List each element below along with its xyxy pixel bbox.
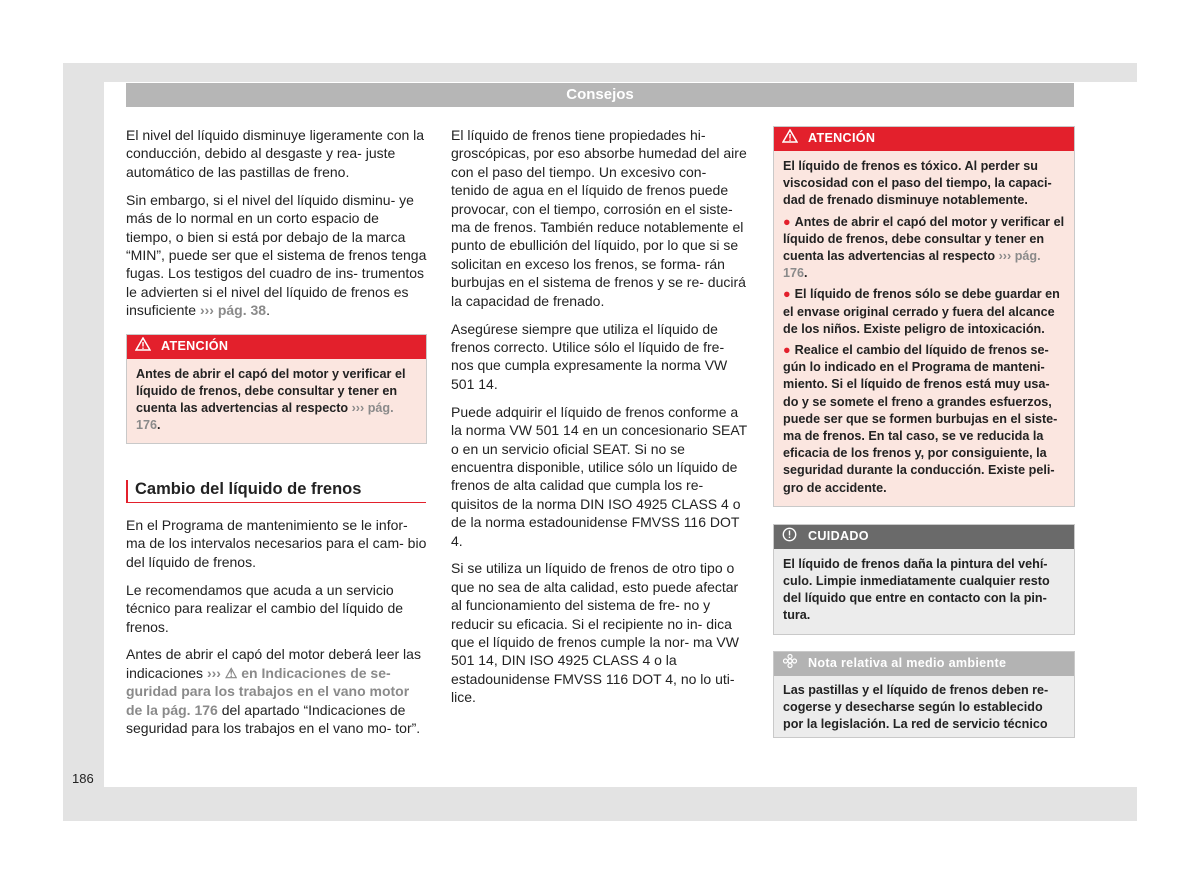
heading-accent-bar bbox=[126, 480, 128, 502]
warning-bullet: ● Realice el cambio del líquido de frenos se- gún lo indicado en el Programa de manteni- miento. Si el líquido de frenos está muy usa- do y se somete el freno a grandes esfuerzos, puede ser que se formen burbujas en el siste- ma de frenos. En tal caso, se ve reducida la eficacia de los frenos y, por consiguiente, la seguridad durante la conducción. Existe peli- gro de accidente. bbox=[783, 343, 1058, 495]
environment-note-header bbox=[774, 652, 1074, 676]
page-reference-link[interactable]: ››› ⚠ en Indicaciones de se- guridad para los trabajos en el vano motor de la pág. 176 bbox=[126, 664, 410, 718]
column-left-lower bbox=[126, 516, 427, 747]
column-middle bbox=[451, 126, 747, 716]
page-number: 186 bbox=[72, 771, 94, 786]
warning-body: Antes de abrir el capó del motor y verificar el líquido de frenos, debe consultar y tener en cuenta las advertencias al respecto ››› pág. 176. bbox=[127, 359, 426, 444]
warning-header bbox=[774, 127, 1074, 151]
warning-triangle-icon bbox=[135, 337, 153, 356]
warning-triangle-icon bbox=[782, 129, 800, 148]
caution-circle-icon bbox=[782, 527, 800, 547]
paragraph: Puede adquirir el líquido de frenos conforme a la norma VW 501 14 en un concesionario SEAT o en un servicio oficial SEAT. Si no se encuentra disponible, utilice sólo un líquido de frenos de alta calidad que cumpla los re- quisitos de la norma DIN ISO 4925 CLASS 4 o de la norma estadounidense FMVSS 116 DOT 4. bbox=[451, 403, 747, 549]
warning-header bbox=[127, 335, 426, 359]
page-reference-link[interactable]: ››› pág. 176 bbox=[783, 249, 1041, 281]
caution-header bbox=[774, 525, 1074, 549]
warning-box bbox=[126, 334, 427, 445]
warning-title: ATENCIÓN bbox=[161, 338, 229, 353]
bullet-icon: ● bbox=[783, 343, 791, 358]
caution-body: El líquido de frenos daña la pintura del vehí- culo. Limpie inmediatamente cualquier resto del líquido que entre en contacto con la pin- tura. bbox=[774, 549, 1074, 634]
paragraph: El nivel del líquido disminuye ligeramente con la conducción, debido al desgaste y rea- juste automático de las pastillas de freno. bbox=[126, 127, 425, 180]
warning-bullet: ● Antes de abrir el capó del motor y verificar el líquido de frenos, debe consultar y tener en cuenta las advertencias al respecto ››› pág. 176. bbox=[783, 214, 1065, 281]
paragraph: Antes de abrir el capó del motor deberá leer las indicaciones ››› ⚠ en Indicaciones de se- guridad para los trabajos en el vano motor de la pág. 176 del apartado “Indicaciones de seguridad para los trabajos en el vano mo- tor”. bbox=[126, 646, 421, 737]
flower-icon bbox=[782, 653, 800, 674]
warning-body bbox=[774, 151, 1074, 506]
paragraph: Si se utiliza un líquido de frenos de otro tipo o que no sea de alta calidad, esto puede afectar al funcionamiento del sistema de fre- no y reducir su eficacia. Si el recipiente no in- dica que el líquido de frenos cumple la nor- ma VW 501 14, DIN ISO 4925 CLASS 4 o la estadounidense FMVSS 116 DOT 4, no lo uti- lice. bbox=[451, 560, 739, 706]
environment-note-title: Nota relativa al medio ambiente bbox=[808, 656, 1007, 671]
column-right bbox=[773, 126, 1075, 738]
section-header-title: Consejos bbox=[566, 86, 634, 103]
paragraph: Asegúrese siempre que utiliza el líquido de frenos correcto. Utilice sólo el líquido de fre- nos que cumpla expresamente la norma VW 501 14. bbox=[451, 320, 728, 392]
warning-intro: El líquido de frenos es tóxico. Al perder su viscosidad con el paso del tiempo, la capaci- dad de frenado disminuye notablemente. bbox=[783, 159, 1052, 208]
section-header-bar bbox=[126, 83, 1074, 107]
environment-note-box bbox=[773, 651, 1075, 739]
paragraph: El líquido de frenos tiene propiedades hi- groscópicas, por eso absorbe humedad del aire con el paso del tiempo. Un excesivo con- tenido de agua en el líquido de frenos puede provocar, con el tiempo, corrosión en el siste- ma de frenos. También reduce notablemente el punto de ebullición del líquido, por lo que si se solicitan en exceso los frenos, se forma- rán burbujas en el sistema de frenos y se re- ducirá la capacidad de frenado. bbox=[451, 127, 747, 309]
caution-title: CUIDADO bbox=[808, 529, 869, 544]
warning-bullet: ● El líquido de frenos sólo se debe guardar en el envase original cerrado y fuera del alcance de los niños. Existe peligro de intoxicación. bbox=[783, 287, 1060, 336]
paragraph: En el Programa de mantenimiento se le infor- ma de los intervalos necesarios para el cam- bio del líquido de frenos. bbox=[126, 517, 427, 570]
bullet-icon: ● bbox=[783, 287, 791, 302]
section-heading bbox=[126, 478, 426, 503]
warning-title: ATENCIÓN bbox=[808, 131, 876, 146]
bullet-icon: ● bbox=[783, 214, 791, 229]
page-reference-link[interactable]: ››› pág. 38 bbox=[199, 302, 267, 319]
warning-box bbox=[773, 126, 1075, 507]
paragraph: Sin embargo, si el nivel del líquido disminu- ye más de lo normal en un corto espacio de tiempo, o bien si está por debajo de la marca “MIN”, puede ser que el sistema de frenos tenga fugas. Los testigos del cuadro de ins- trumentos le advierten si el nivel del líquido de frenos es insuficiente ››› pág. 38. bbox=[126, 191, 427, 319]
column-left bbox=[126, 126, 427, 444]
page-reference-link[interactable]: ››› pág. 176 bbox=[136, 400, 394, 433]
environment-note-body: Las pastillas y el líquido de frenos deben re- cogerse y desecharse según lo establecido por la legislación. La red de servicio técnico bbox=[774, 676, 1074, 738]
caution-box bbox=[773, 524, 1075, 635]
paragraph: Le recomendamos que acuda a un servicio técnico para realizar el cambio del líquido de frenos. bbox=[126, 581, 404, 635]
section-heading-text: Cambio del líquido de frenos bbox=[135, 480, 362, 498]
